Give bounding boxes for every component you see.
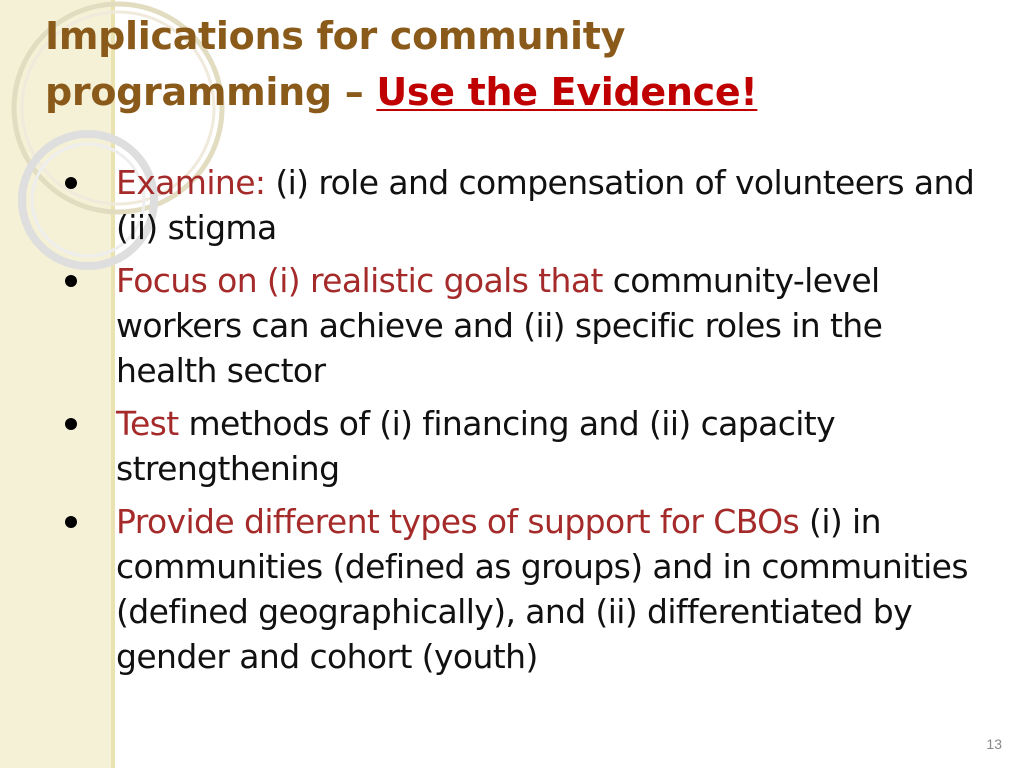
bullet-text: community-level workers can achieve and (ii) specific roles in the health sector bbox=[116, 261, 883, 390]
title-line-1: Implications for community bbox=[45, 14, 626, 58]
bullet-dot-icon bbox=[65, 275, 77, 287]
bullet-highlight: Examine: bbox=[116, 163, 276, 202]
bullet-item bbox=[60, 499, 975, 679]
bullet-dot-icon bbox=[65, 516, 77, 528]
title-emphasis: Use the Evidence! bbox=[376, 70, 758, 114]
bullet-highlight: Provide different types of support for CBOs bbox=[116, 502, 800, 541]
bullet-item bbox=[60, 401, 975, 491]
bullet-item bbox=[60, 258, 975, 393]
bullet-highlight: Test bbox=[116, 404, 179, 443]
bullet-text: (i) role and compensation of volunteers and (ii) stigma bbox=[116, 163, 975, 247]
bullet-text: methods of (i) financing and (ii) capacity strengthening bbox=[116, 404, 836, 488]
title-line-2: programming – bbox=[45, 70, 377, 114]
bullet-dot-icon bbox=[65, 418, 77, 430]
page-number: 13 bbox=[986, 736, 1002, 752]
bullet-dot-icon bbox=[65, 177, 77, 189]
bullet-text: (i) in communities (defined as groups) and in communities (defined geographically), and (ii) differentiated by gender and cohort (youth) bbox=[116, 502, 968, 676]
bullet-list bbox=[60, 160, 975, 687]
bullet-highlight: Focus on (i) realistic goals that bbox=[116, 261, 603, 300]
slide-title bbox=[45, 8, 1005, 120]
bullet-item bbox=[60, 160, 975, 250]
